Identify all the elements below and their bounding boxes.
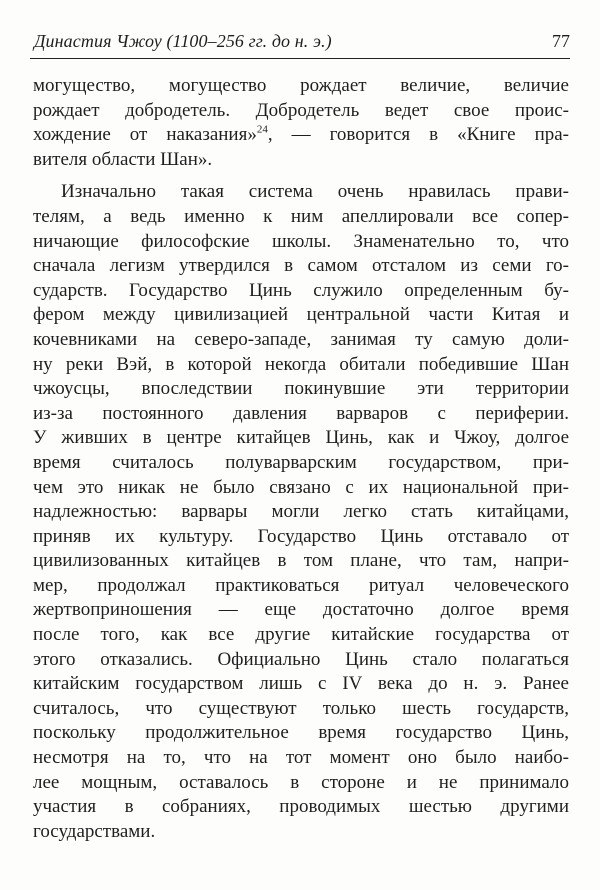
text-line-with-footnote <box>33 123 569 148</box>
text-line: китайским государством лишь с IV века до н. э. Ранее <box>33 673 569 695</box>
paragraph-1 <box>33 74 569 172</box>
text-line: ничающие философские школы. Знаменательно то, что <box>33 230 569 252</box>
text-line: фером между цивилизацией центральной части Китая и <box>33 304 569 326</box>
header-rule <box>30 58 570 59</box>
text-line: ну реки Вэй, в которой некогда обитали победившие Шан <box>33 353 569 375</box>
text-line: время считалось полуварварским государством, при- <box>33 451 569 473</box>
text-line: сударств. Государство Цинь служило определенным бу- <box>33 279 569 301</box>
text-line: рождает добродетель. Добродетель ведет свое проис- <box>33 99 569 121</box>
text-line: сначала легизм утвердился в самом отсталом из семи го- <box>33 255 569 277</box>
text-line: вителя области Шан». <box>33 148 213 170</box>
text-line: приняв их культуру. Государство Цинь отставало от <box>33 525 569 547</box>
text-line: из-за постоянного давления варваров с периферии. <box>33 402 569 424</box>
page-number: 77 <box>552 31 570 51</box>
text-line: лее мощным, оставалось в стороне и не принимало <box>33 771 569 793</box>
text-line: кочевниками на северо-западе, занимая ту самую доли- <box>33 328 569 350</box>
body-text <box>33 74 569 844</box>
text-line: несмотря на то, что на тот момент оно было наибо- <box>33 747 569 769</box>
footnote-reference[interactable]: 24 <box>256 123 268 136</box>
text-fragment: хождение от наказания» <box>33 124 257 146</box>
text-line: чжоусцы, впоследствии покинувшие эти территории <box>33 378 569 400</box>
text-line: цивилизованных китайцев в том плане, что там, напри- <box>33 550 569 572</box>
text-line: могущество, могущество рождает величие, величие <box>33 75 569 96</box>
running-header <box>30 30 570 54</box>
text-line: после того, как все другие китайские государства от <box>33 624 569 646</box>
text-line: поскольку продолжительное время государство Цинь, <box>33 722 569 744</box>
running-title: Династия Чжоу (1100–256 гг. до н. э.) <box>34 31 332 51</box>
text-line: У живших в центре китайцев Цинь, как и Чжоу, долгое <box>33 427 569 449</box>
text-line: жертвоприношения — еще достаточно долгое время <box>33 599 569 621</box>
text-line: телям, а ведь именно к ним апеллировали все сопер- <box>33 205 569 227</box>
text-line: считалось, что существуют только шесть государств, <box>33 697 569 719</box>
text-line: мер, продолжал практиковаться ритуал человеческого <box>33 574 569 596</box>
text-fragment: , — говорится в «Книге пра- <box>267 124 570 146</box>
text-line: государствами. <box>33 820 156 842</box>
text-line: этого отказались. Официально Цинь стало полагаться <box>33 648 569 670</box>
text-line: участия в собраниях, проводимых шестью другими <box>33 796 569 818</box>
text-line: чем это никак не было связано с их национальной при- <box>33 476 569 498</box>
text-line: надлежностью: варвары могли легко стать китайцами, <box>33 501 569 523</box>
paragraph-2 <box>33 180 569 844</box>
text-line: Изначально такая система очень нравилась прави- <box>61 181 569 203</box>
